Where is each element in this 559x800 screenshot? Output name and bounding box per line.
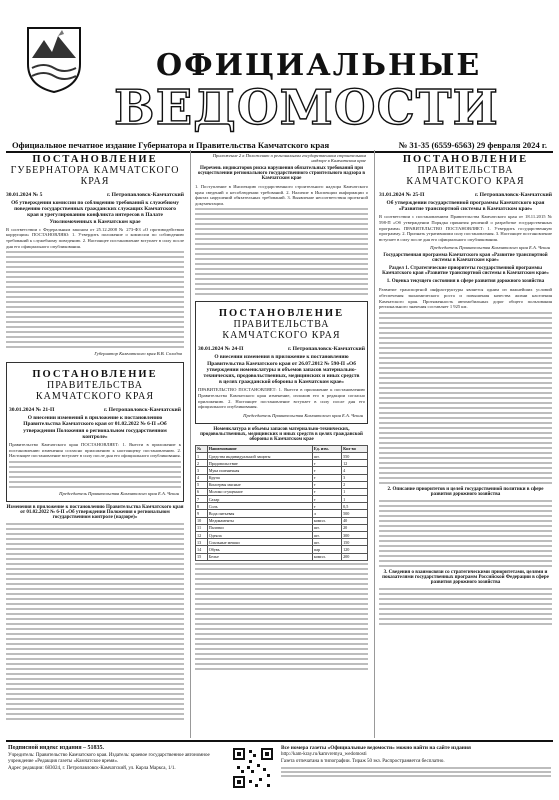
list-title: Перечень индикаторов риска нарушения обязательных требований при осуществлении регионального государственного строительного надзора в Камчатском крае bbox=[197, 166, 366, 181]
table-cell: 1 bbox=[342, 496, 368, 503]
section-2-title: 2. Описание приоритетов и целей государственной политики в сфере развития дорожного хозяйства bbox=[387, 486, 544, 497]
doc-place: г. Петропавловск-Камчатский bbox=[103, 407, 181, 414]
table-cell: 6 bbox=[196, 488, 208, 495]
table-row bbox=[196, 467, 368, 474]
table-cell: пар bbox=[312, 546, 341, 553]
table-cell: 12 bbox=[196, 532, 208, 539]
table-row bbox=[196, 553, 368, 560]
section-body: ПРАВИТЕЛЬСТВА КАМЧАТСКОГО КРАЯ bbox=[35, 380, 155, 403]
table-cell: шт. bbox=[312, 524, 341, 531]
body-text-lines bbox=[195, 208, 368, 295]
table-cell: Одеяла bbox=[207, 532, 312, 539]
table-row bbox=[196, 496, 368, 503]
table-cell: Обувь bbox=[207, 546, 312, 553]
print-info: Газета отпечатана в типографии. Тираж 50 экз. Распространяется бесплатно. bbox=[281, 758, 445, 764]
table-cell: 2 bbox=[342, 481, 368, 488]
table-row bbox=[196, 452, 368, 459]
doc-text: В соответствии с Федеральным законом от 25.12.2008 № 273-ФЗ «О противодействии коррупции» ПОСТАНОВЛЯЮ: 1. Утвердить положение о комиссии по соблюдению требований к служебному поведению. 2. Настоящее постановление вступает в силу после дня его официального опубликования. bbox=[6, 226, 184, 249]
body-text-lines bbox=[379, 500, 552, 567]
footer-site-info bbox=[281, 745, 551, 779]
table-body bbox=[196, 452, 368, 560]
publisher-info: Учредитель: Правительство Камчатского края. Издатель: краевое государственное автономное учреждение «Редакция газеты «Камчатское время». bbox=[8, 752, 210, 765]
footer-text-lines bbox=[281, 767, 551, 777]
government-decree-box bbox=[6, 362, 184, 502]
site-link[interactable]: http://kam-kray.ru/kamvremya_wedomosti bbox=[281, 752, 367, 758]
table-row bbox=[196, 488, 368, 495]
doc-text: В соответствии с постановлением Правительства Камчатского края от 18.11.2015 № 598-П «Об утверждении Порядка принятия решений о разработке государственных программ» ПРАВИТЕЛЬСТВО ПОСТАНОВЛЯЕТ: 1. Утвердить государственную программу. 2. Признать утратившими силу постановления. 3. Настоящее постановление вступает в силу после дня его официального опубликования. bbox=[379, 214, 552, 242]
table-cell: 120 bbox=[342, 546, 368, 553]
table-cell: шт. bbox=[312, 452, 341, 459]
table-cell: Продовольствие bbox=[207, 460, 312, 467]
section-body: ГУБЕРНАТОРА КАМЧАТСКОГО КРАЯ bbox=[10, 165, 180, 187]
qr-code-icon[interactable] bbox=[231, 746, 275, 790]
annex-note: Приложение 2 к Положению о региональном государственном строительном надзоре в Камчатском крае bbox=[212, 153, 366, 163]
doc-title: О внесении изменений в приложение к постановлению Правительства Камчатского края от 01.02.2022 № 6-П «Об утверждении Положения о региональном государственном контроле» bbox=[23, 415, 167, 440]
column-right bbox=[374, 150, 552, 738]
table-cell: 7 bbox=[196, 496, 208, 503]
doc-place: г. Петропавловск-Камчатский bbox=[287, 346, 365, 353]
section-1-text: Развитие транспортной инфраструктуры является одним из важнейших условий обеспечения экономического роста и повышения качества жизни населения Камчатского края. Протяженность автомобильных дорог общего пользования регионального значения составляет 1 925 км. bbox=[379, 287, 552, 310]
table-cell: т bbox=[312, 460, 341, 467]
table-header-cell: Ед. изм. bbox=[312, 445, 341, 452]
table-cell: Сахар bbox=[207, 496, 312, 503]
table-header-row bbox=[196, 445, 368, 452]
section-heading-governor bbox=[6, 150, 184, 190]
table-cell: 1 bbox=[196, 452, 208, 459]
subscription-index: Подписной индекс издания – 51835. bbox=[8, 745, 105, 751]
table-cell: 9 bbox=[196, 510, 208, 517]
section-1-title: Раздел 1. Стратегические приоритеты государственной программы Камчатского края «Развитие транспортной системы в Камчатском крае» bbox=[382, 266, 549, 277]
masthead-title-small: ОФИЦИАЛЬНЫЕ bbox=[156, 48, 482, 83]
doc-meta bbox=[198, 346, 365, 352]
table-row bbox=[196, 546, 368, 553]
table-row bbox=[196, 481, 368, 488]
table-cell: 20 bbox=[342, 524, 368, 531]
body-text-lines bbox=[9, 461, 181, 488]
table-cell: т bbox=[312, 474, 341, 481]
table-cell: 10 bbox=[196, 517, 208, 524]
body-text-lines bbox=[6, 523, 184, 720]
table-cell: 4 bbox=[196, 474, 208, 481]
table-cell: Мука пшеничная bbox=[207, 467, 312, 474]
table-cell: шт. bbox=[312, 532, 341, 539]
doc-title: О внесении изменения в приложение к постановлению Правительства Камчатского края от 26.07.2012 № 590-П «Об утверждении номенклатуры и объемов запасов материально-технических, продовольственных, медицинских и иных средств в целях гражданской обороны в Камчатском крае» bbox=[203, 354, 360, 386]
table-cell: Средства индивидуальной защиты bbox=[207, 452, 312, 459]
table-cell: Консервы мясные bbox=[207, 481, 312, 488]
doc-meta bbox=[9, 407, 181, 413]
masthead-subline bbox=[12, 140, 547, 150]
table-cell: 3 bbox=[196, 467, 208, 474]
table-row bbox=[196, 517, 368, 524]
table-cell: 150 bbox=[342, 539, 368, 546]
table-title: Номенклатура и объемы запасов материально-технических, продовольственных, медицинских и иных средств в целях гражданской обороны в Камчатском крае bbox=[200, 426, 363, 442]
table-cell: 5 bbox=[196, 481, 208, 488]
table-row bbox=[196, 539, 368, 546]
table-cell: 500 bbox=[342, 510, 368, 517]
doc-title: Об утверждении комиссии по соблюдению требований к служебному поведению государственных гражданских служащих Камчатского края и урегулированию конфликта интересов в Палате Уполномоченных в Камчатском крае bbox=[11, 200, 179, 225]
table-cell: Вода питьевая bbox=[207, 510, 312, 517]
doc-text: ПРАВИТЕЛЬСТВО ПОСТАНОВЛЯЕТ: 1. Внести в приложение к постановлению Правительства Камчатского края изменение, изложив его в редакции согласно приложению. 2. Настоящее постановление вступает в силу после дня его официального опубликования. bbox=[198, 387, 365, 410]
masthead bbox=[6, 6, 553, 150]
table-cell: Молоко сгущенное bbox=[207, 488, 312, 495]
table-cell: 0,5 bbox=[342, 503, 368, 510]
article-columns bbox=[6, 150, 553, 738]
doc-date: 30.01.2024 № 21-П bbox=[9, 407, 55, 414]
table-cell: Палатки bbox=[207, 524, 312, 531]
section-kicker: ПОСТАНОВЛЕНИЕ bbox=[218, 308, 345, 320]
table-cell: 40 bbox=[342, 517, 368, 524]
table-row bbox=[196, 510, 368, 517]
doc-date: 30.01.2024 № 5 bbox=[6, 192, 43, 198]
table-cell: 300 bbox=[342, 532, 368, 539]
table-row bbox=[196, 532, 368, 539]
table-cell: шт. bbox=[312, 539, 341, 546]
table-row bbox=[196, 460, 368, 467]
table-cell: компл. bbox=[312, 553, 341, 560]
section-kicker: ПОСТАНОВЛЕНИЕ bbox=[402, 154, 529, 165]
table-cell: 8 bbox=[196, 503, 208, 510]
archive-note: Все номера газеты «Официальные ведомости» можно найти на сайте издания bbox=[281, 745, 471, 751]
section-heading-government bbox=[379, 150, 552, 190]
section-3-title: 3. Сведения о взаимосвязи со стратегическими приоритетами, целями и показателями государственных программ Российской Федерации в сфере развития дорожного хозяйства bbox=[382, 569, 549, 585]
doc-text: Правительство Камчатского края ПОСТАНОВЛЯЕТ: 1. Внести в приложение к постановлению изменения согласно приложению к настоящему постановлению. 2. Настоящее постановление вступает в силу после дня его официального опубликования. bbox=[9, 442, 181, 459]
table-cell: Спальные мешки bbox=[207, 539, 312, 546]
footer bbox=[6, 740, 553, 794]
section-kicker: ПОСТАНОВЛЕНИЕ bbox=[32, 154, 158, 165]
column-middle bbox=[190, 150, 368, 738]
table-cell: 2 bbox=[196, 460, 208, 467]
doc-meta bbox=[6, 192, 184, 198]
doc-place: г. Петропавловск-Камчатский bbox=[106, 192, 184, 198]
table-cell: т bbox=[312, 496, 341, 503]
annex-title: Изменения в приложение к постановлению Правительства Камчатского края от 01.02.2022 № 6-П «Об утверждении Положения о региональном государственном контроле (надзоре)» bbox=[6, 504, 184, 520]
table-cell: 12 bbox=[342, 460, 368, 467]
body-text-lines bbox=[6, 251, 184, 348]
table-cell: 3 bbox=[342, 474, 368, 481]
issue-number: № 31-35 (6559-6563) 29 февраля 2024 г. bbox=[398, 140, 547, 150]
doc-place: г. Петропавловск-Камчатский bbox=[474, 192, 552, 198]
table-cell: 550 bbox=[342, 452, 368, 459]
body-text-lines bbox=[195, 563, 368, 670]
section-kicker: ПОСТАНОВЛЕНИЕ bbox=[32, 369, 158, 381]
table-cell: 4 bbox=[342, 467, 368, 474]
table-cell: т bbox=[312, 488, 341, 495]
program-title: Государственная программа Камчатского края «Развитие транспортной системы в Камчатском крае» bbox=[383, 253, 548, 264]
section-body: ПРАВИТЕЛЬСТВА КАМЧАТСКОГО КРАЯ bbox=[406, 165, 525, 187]
footer-publisher-info bbox=[8, 745, 218, 772]
table-cell: т bbox=[312, 481, 341, 488]
list-text: 1. Поступление в Инспекцию государственного строительного надзора Камчатского края сведений о несоблюдении требований. 2. Наличие в Инспекции информации о фактах нарушений обязательных требований. 3. Выявление несоответствия проектной документации. bbox=[195, 184, 368, 206]
table-row bbox=[196, 503, 368, 510]
table-header-cell: Наименование bbox=[207, 445, 312, 452]
table-cell: 15 bbox=[196, 553, 208, 560]
doc-signer: Председатель Правительства Камчатского края Е.А. Чекин bbox=[243, 412, 363, 418]
table-cell: 14 bbox=[196, 546, 208, 553]
table-cell: 200 bbox=[342, 553, 368, 560]
supplies-table bbox=[195, 445, 368, 561]
section-heading-government bbox=[9, 365, 181, 405]
body-text-lines bbox=[379, 312, 552, 484]
body-text-lines bbox=[379, 588, 552, 625]
government-decree-box bbox=[195, 301, 368, 423]
table-cell: 13 bbox=[196, 539, 208, 546]
coat-of-arms-emblem bbox=[24, 24, 84, 94]
doc-date: 31.01.2024 № 25-П bbox=[379, 192, 425, 198]
table-cell: Медикаменты bbox=[207, 517, 312, 524]
masthead-title-big: ВЕДОМОСТИ bbox=[114, 80, 499, 136]
table-cell: Соль bbox=[207, 503, 312, 510]
table-cell: 1 bbox=[342, 488, 368, 495]
section-body: ПРАВИТЕЛЬСТВА КАМЧАТСКОГО КРАЯ bbox=[222, 319, 341, 342]
table-cell: л bbox=[312, 510, 341, 517]
doc-signer: Председатель Правительства Камчатского края Е.А. Чекин bbox=[59, 490, 179, 496]
table-header-cell: № bbox=[196, 445, 208, 452]
table-cell: т bbox=[312, 503, 341, 510]
masthead-subtitle: Официальное печатное издание Губернатора и Правительства Камчатского края bbox=[12, 140, 330, 150]
doc-meta bbox=[379, 192, 552, 198]
table-cell: 11 bbox=[196, 524, 208, 531]
table-cell: Белье bbox=[207, 553, 312, 560]
table-row bbox=[196, 474, 368, 481]
doc-signer: Председатель Правительства Камчатского края Е.А. Чекин bbox=[430, 245, 550, 251]
column-left bbox=[6, 150, 184, 738]
doc-date: 30.01.2024 № 24-П bbox=[198, 346, 244, 353]
doc-signer: Губернатор Камчатского края В.В. Солодов bbox=[94, 351, 182, 357]
table-header-cell: Кол-во bbox=[342, 445, 368, 452]
section-1-subtitle: 1. Оценка текущего состояния в сфере развития дорожного хозяйства bbox=[386, 279, 545, 285]
section-heading-government bbox=[198, 304, 365, 344]
table-cell: компл. bbox=[312, 517, 341, 524]
editorial-address: Адрес редакции: 683024, г. Петропавловск-Камчатский, ул. Карла Маркса, 1/1. bbox=[8, 765, 176, 771]
doc-title: Об утверждении государственной программы Камчатского края «Развитие транспортной системы в Камчатском крае» bbox=[386, 200, 545, 213]
table-row bbox=[196, 524, 368, 531]
table-cell: Крупа bbox=[207, 474, 312, 481]
table-cell: т bbox=[312, 467, 341, 474]
